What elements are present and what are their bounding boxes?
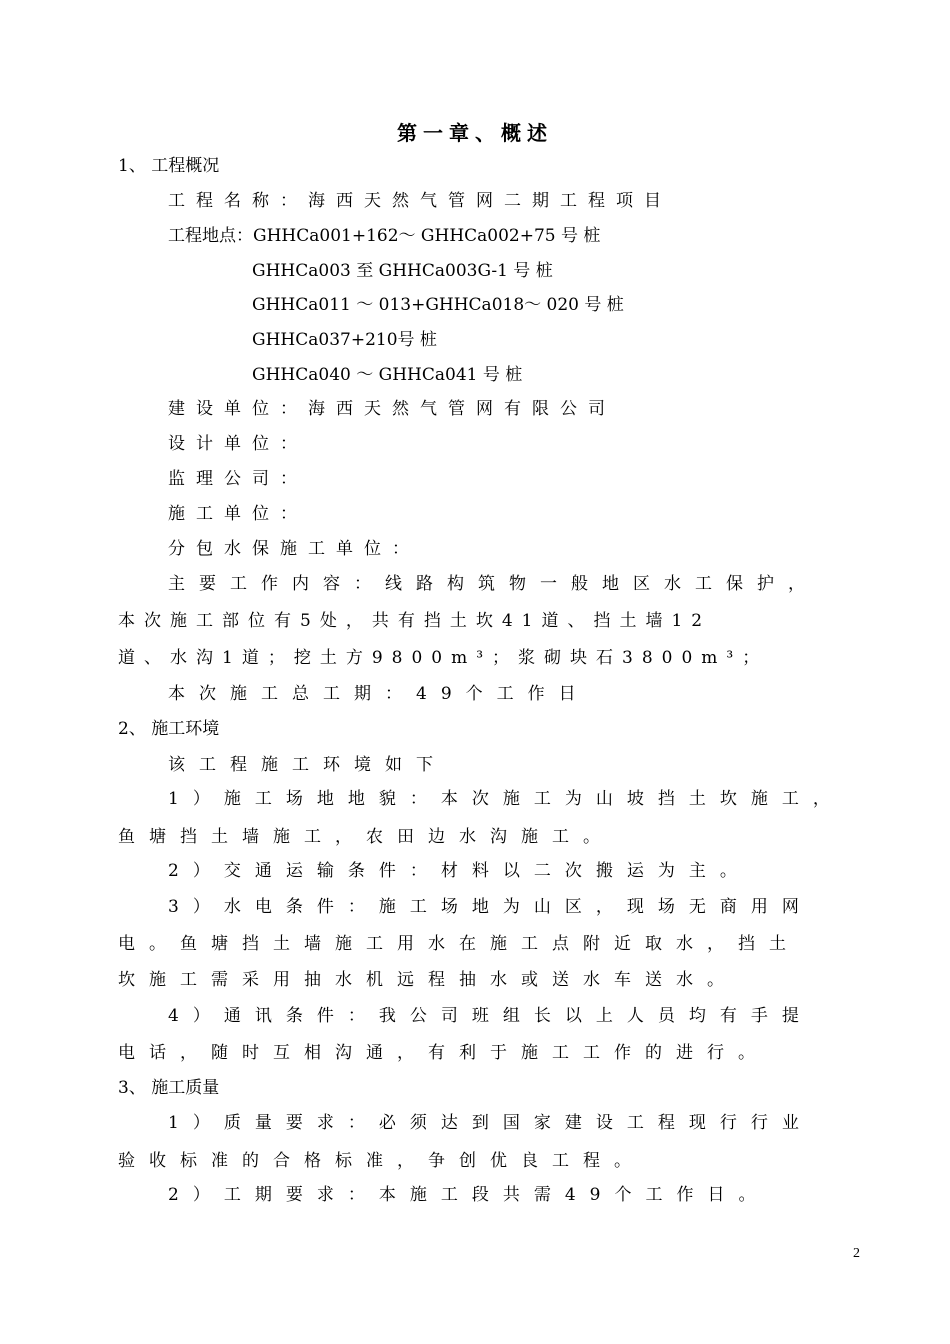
section-heading-1: 1、 工程概况 (118, 156, 220, 176)
builder-unit-line: 建设单位：海西天然气管网有限公司 (168, 399, 616, 419)
paragraph-line: 1）施工场地地貌：本次施工为山坡挡土坎施工， (168, 789, 844, 809)
location-detail-line: GHHCa003 至 GHHCa003G-1 号 桩 (252, 261, 553, 281)
subcontractor-line: 分包水保施工单位： (168, 539, 420, 559)
location-detail-line: GHHCa037+210号 桩 (252, 330, 437, 350)
location-detail-line: GHHCa011 ～ 013+GHHCa018～ 020 号 桩 (252, 295, 624, 315)
section-heading-2: 2、 施工环境 (118, 719, 220, 739)
duration-line: 本次施工总工期：49个工作日 (168, 684, 590, 704)
chapter-title: 第一章、概述 (397, 121, 553, 145)
paragraph-line: 3）水电条件：施工场地为山区，现场无商用网 (168, 897, 813, 917)
project-name-line: 工程名称：海西天然气管网二期工程项目 (168, 191, 672, 211)
construction-unit-line: 施工单位： (168, 504, 308, 524)
paragraph-line: 道、水沟1道；挖土方9800m³；浆砌块石3800m³； (118, 648, 769, 668)
paragraph-line: 该工程施工环境如下 (168, 755, 447, 775)
paragraph-line: 主要工作内容：线路构筑物一般地区水工保护， (168, 574, 819, 594)
page-number: 2 (853, 1246, 860, 1261)
paragraph-line: 鱼塘挡土墙施工，农田边水沟施工。 (118, 827, 614, 847)
paragraph-line: 2）工期要求：本施工段共需49个工作日。 (168, 1185, 770, 1205)
paragraph-line: 验收标准的合格标准，争创优良工程。 (118, 1151, 645, 1171)
paragraph-line: 2）交通运输条件：材料以二次搬运为主。 (168, 861, 751, 881)
paragraph-line: 电。鱼塘挡土墙施工用水在施工点附近取水，挡土 (118, 934, 800, 954)
paragraph-line: 本次施工部位有5处，共有挡土坎41道、挡土墙12 (118, 611, 712, 631)
paragraph-line: 4）通讯条件：我公司班组长以上人员均有手提 (168, 1006, 813, 1026)
section-heading-3: 3、 施工质量 (118, 1078, 220, 1098)
design-unit-line: 设计单位： (168, 434, 308, 454)
paragraph-line: 坎施工需采用抽水机远程抽水或送水车送水。 (118, 970, 738, 990)
paragraph-line: 电话，随时互相沟通，有利于施工工作的进行。 (118, 1043, 769, 1063)
location-detail-line: GHHCa040 ～ GHHCa041 号 桩 (252, 365, 523, 385)
project-location-line: 工程地点：GHHCa001+162～ GHHCa002+75 号 桩 (168, 226, 601, 246)
supervision-line: 监理公司： (168, 469, 308, 489)
paragraph-line: 1）质量要求：必须达到国家建设工程现行行业 (168, 1113, 813, 1133)
